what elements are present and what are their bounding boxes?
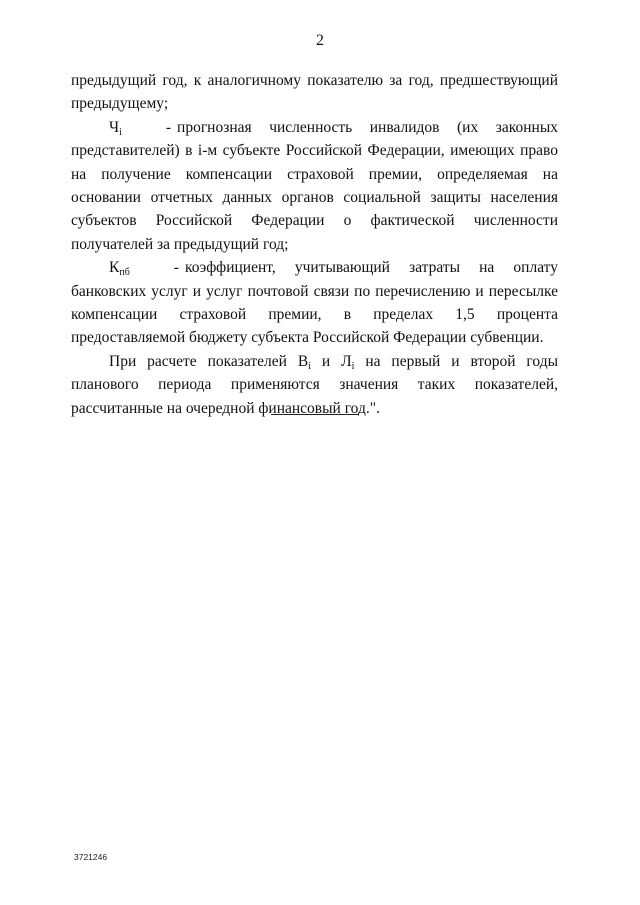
paragraph-continuation: предыдущий год, к аналогичному показателю за год, предшествующий предыдущему; bbox=[71, 72, 558, 113]
definition-ch bbox=[71, 116, 558, 256]
definition-ch-text: прогнозная численность инвалидов (их законных представителей) в i-м субъекте Российской Федерации, имеющих право на получение компенсации страховой премии, определяемая на основании отчетных данных органов социальной защиты населения субъектов Российской Федерации о фактической численности получателей за предыдущий год; bbox=[71, 118, 558, 253]
end-separator-line bbox=[271, 414, 359, 415]
definition-dash: - bbox=[173, 259, 179, 277]
paragraph-calculation-note: При расчете показателей $В_i$ и $Л_i$ на первый и второй годы планового периода применяются значения таких показателей, рассчитанные на очередной финансовый год.". bbox=[71, 352, 558, 417]
definition-k-text: коэффициент, учитывающий затраты на оплату банковских услуг и услуг почтовой связи по перечислению и пересылке компенсации страховой премии, в пределах 1,5 процента предоставляемой бюджету субъекта Российской Федерации субвенции. bbox=[71, 259, 558, 347]
definition-dash: - bbox=[165, 118, 172, 136]
document-body bbox=[71, 69, 558, 420]
symbol-ch: $Ч_i$ bbox=[109, 118, 122, 138]
page-number: 2 bbox=[316, 32, 324, 49]
definition-k bbox=[71, 256, 558, 350]
symbol-k: $К_{пб}$ bbox=[109, 259, 130, 279]
document-code: 3721246 bbox=[74, 852, 108, 862]
